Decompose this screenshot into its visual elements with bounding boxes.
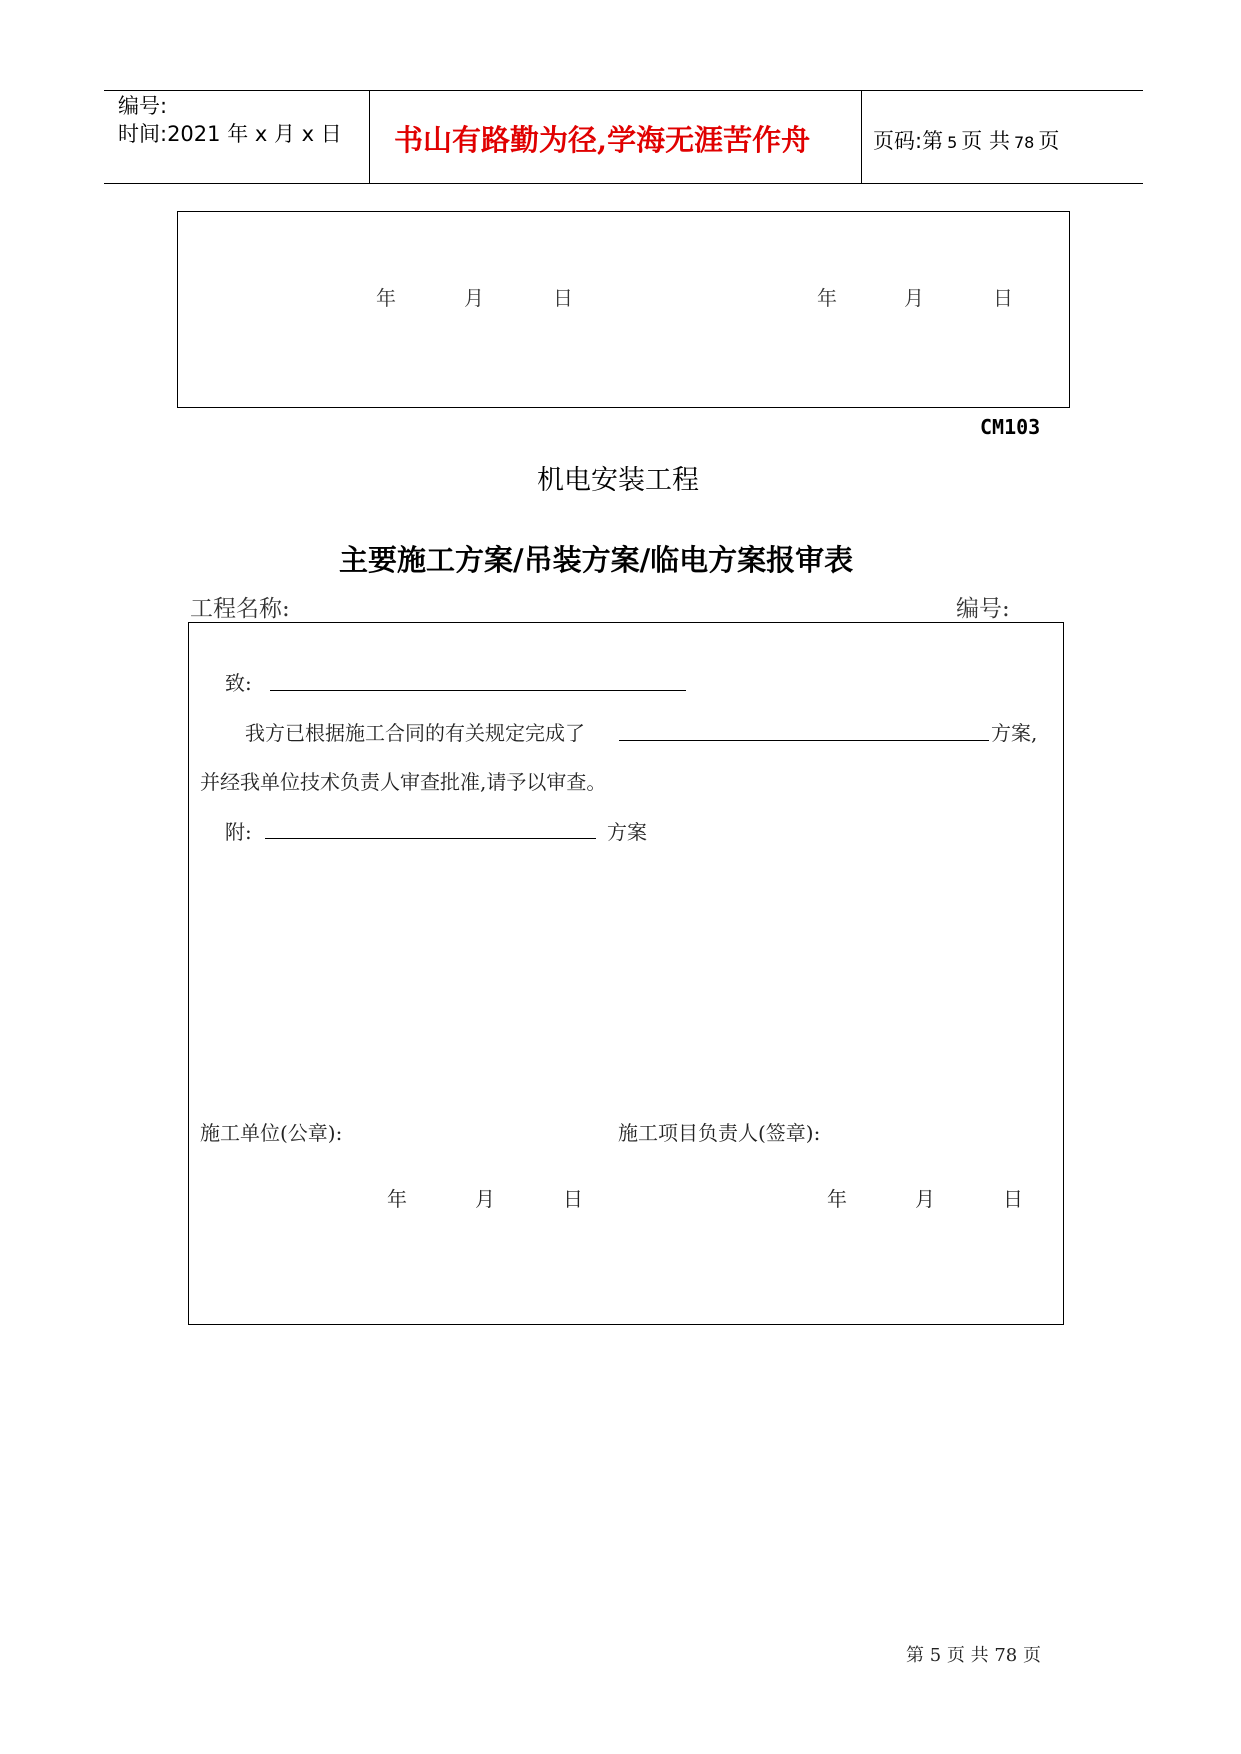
header-number-label: 编号: xyxy=(118,94,168,118)
manager-sign-label: 施工项目负责人(签章): xyxy=(618,1121,821,1145)
attach-label: 附: xyxy=(225,820,252,844)
prev-date-year-left: 年 xyxy=(376,286,396,310)
attach-field[interactable] xyxy=(265,838,596,839)
body-line2: 并经我单位技术负责人审查批准,请予以审查。 xyxy=(200,770,607,794)
form-date-month-right: 月 xyxy=(915,1187,935,1211)
page-suffix: 页 xyxy=(1038,129,1060,153)
form-subtitle: 机电安装工程 xyxy=(537,465,699,496)
body-line1-prefix: 我方已根据施工合同的有关规定完成了 xyxy=(245,721,585,745)
header-divider-left xyxy=(369,90,370,184)
header-divider-right xyxy=(861,90,862,184)
page-mid: 页 共 xyxy=(961,129,1010,153)
unit-seal-label: 施工单位(公章): xyxy=(200,1121,343,1145)
form-date-day-right: 日 xyxy=(1003,1187,1023,1211)
attach-suffix: 方案 xyxy=(607,820,647,844)
header-page-info xyxy=(873,125,1059,155)
prev-date-day-right: 日 xyxy=(993,286,1013,310)
to-label: 致: xyxy=(225,671,252,695)
page-prefix: 页码:第 xyxy=(873,129,944,153)
header-motto: 书山有路勤为径,学海无涯苦作舟 xyxy=(394,123,811,157)
header-time-label: 时间:2021 年 x 月 x 日 xyxy=(118,122,342,146)
plan-name-field[interactable] xyxy=(619,740,989,741)
body-line1-suffix: 方案, xyxy=(991,721,1038,745)
page-footer: 第 5 页 共 78 页 xyxy=(906,1645,1041,1666)
prev-date-year-right: 年 xyxy=(817,286,837,310)
form-title: 主要施工方案/吊装方案/临电方案报审表 xyxy=(339,543,854,577)
form-code: CM103 xyxy=(980,415,1041,439)
prev-date-month-left: 月 xyxy=(464,286,484,310)
form-number-label: 编号: xyxy=(956,596,1010,622)
header-bottom-rule xyxy=(104,183,1143,184)
prev-date-month-right: 月 xyxy=(904,286,924,310)
to-field[interactable] xyxy=(270,690,686,691)
form-date-day-left: 日 xyxy=(563,1187,583,1211)
form-date-year-left: 年 xyxy=(387,1187,407,1211)
form-date-month-left: 月 xyxy=(475,1187,495,1211)
form-date-year-right: 年 xyxy=(827,1187,847,1211)
previous-form-box xyxy=(177,211,1070,408)
header-top-rule xyxy=(104,90,1143,91)
page-current: 5 xyxy=(947,133,958,152)
page-total: 78 xyxy=(1013,133,1035,152)
project-name-label: 工程名称: xyxy=(190,596,290,622)
prev-date-day-left: 日 xyxy=(553,286,573,310)
